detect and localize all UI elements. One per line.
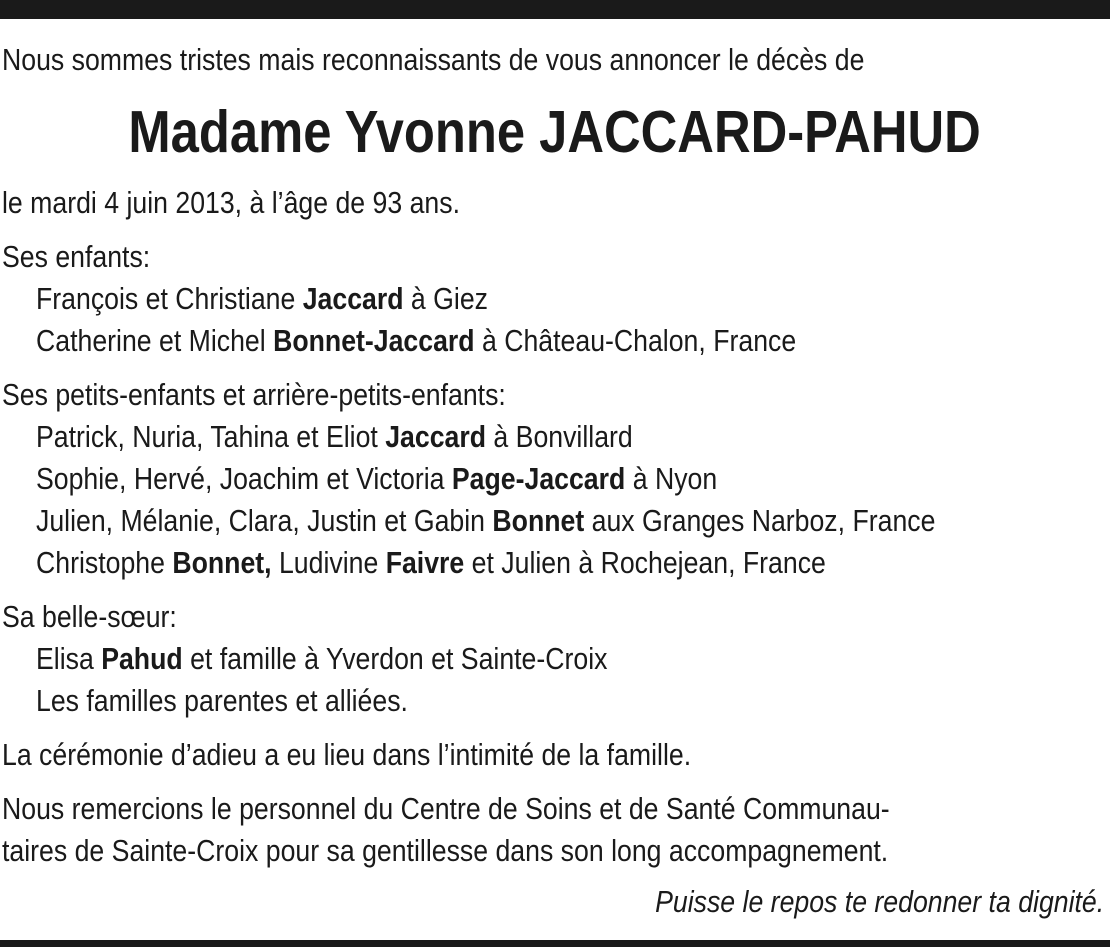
sister-in-law-line: Elisa Pahud et famille à Yverdon et Sainte-Croix xyxy=(36,641,608,676)
grandchild-line: Sophie, Hervé, Joachim et Victoria Page-Jaccard à Nyon xyxy=(36,461,718,496)
family-name: Bonnet xyxy=(492,503,585,538)
children-heading: Ses enfants: xyxy=(2,239,151,274)
grandchildren-heading: Ses petits-enfants et arrière-petits-enfants: xyxy=(2,377,506,412)
families-line: Les familles parentes et alliées. xyxy=(36,683,408,718)
child-line: François et Christiane Jaccard à Giez xyxy=(36,281,488,316)
grandchild-line: Julien, Mélanie, Clara, Justin et Gabin Bonnet aux Granges Narboz, France xyxy=(36,503,936,538)
family-name: Bonnet, xyxy=(172,545,272,580)
sister-in-law-heading: Sa belle-sœur: xyxy=(2,599,177,634)
bottom-rule xyxy=(0,940,1110,947)
ceremony-text: La cérémonie d’adieu a eu lieu dans l’intimité de la famille. xyxy=(2,737,692,772)
family-name: Faivre xyxy=(385,545,465,580)
child-line: Catherine et Michel Bonnet-Jaccard à Château-Chalon, France xyxy=(36,323,797,358)
thanks-text-line-2: taires de Sainte-Croix pour sa gentillesse dans son long accompagnement. xyxy=(2,833,889,868)
closing-quote: Puisse le repos te redonner ta dignité. xyxy=(654,884,1104,919)
family-name: Jaccard xyxy=(302,281,404,316)
thanks-text-line-1: Nous remercions le personnel du Centre de Soins et de Santé Communau- xyxy=(2,791,890,826)
intro-text: Nous sommes tristes mais reconnaissants de vous annoncer le décès de xyxy=(2,42,865,77)
grandchild-line: Christophe Bonnet, Ludivine Faivre et Julien à Rochejean, France xyxy=(36,545,826,580)
family-name: Jaccard xyxy=(385,419,487,454)
grandchild-line: Patrick, Nuria, Tahina et Eliot Jaccard à Bonvillard xyxy=(36,419,633,454)
date-line: le mardi 4 juin 2013, à l’âge de 93 ans. xyxy=(2,185,460,220)
family-name: Page-Jaccard xyxy=(451,461,626,496)
deceased-name-text: Madame Yvonne JACCARD-PAHUD xyxy=(128,99,982,165)
family-name: Pahud xyxy=(101,641,183,676)
deceased-name xyxy=(0,99,1110,165)
family-name: Bonnet-Jaccard xyxy=(273,323,475,358)
top-rule xyxy=(0,0,1110,19)
